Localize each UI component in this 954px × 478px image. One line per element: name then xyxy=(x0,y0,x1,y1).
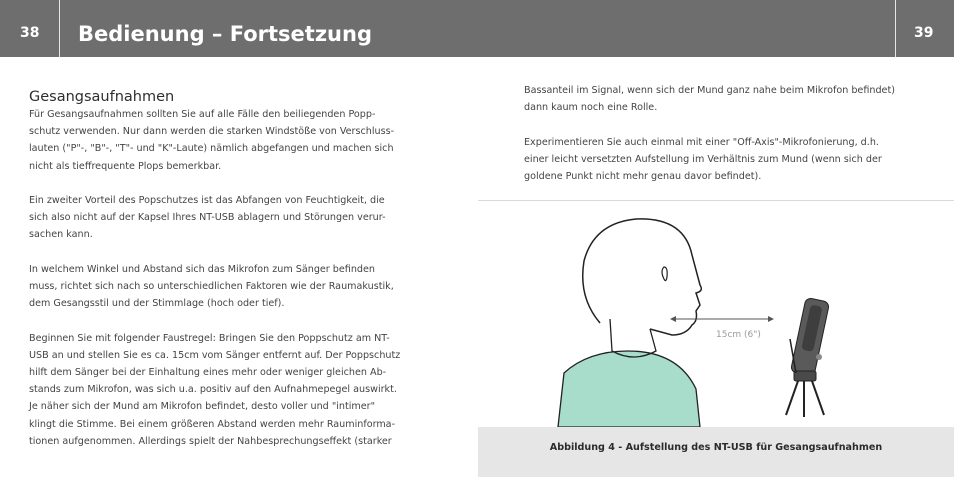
paragraph: Für Gesangsaufnahmen sollten Sie auf alle Fälle den beiliegenden Popp- schutz verwenden. Nur dann werden die starken Windstöße von Verschluss- lauten ("P"-, "B"-, "T"- und "K"-Laute) nämlich abgefangen und machen sich nicht als tieffrequente Plops bemerkbar. xyxy=(29,109,395,172)
right-column xyxy=(524,82,944,185)
arrow-head-right xyxy=(768,316,774,322)
page-number-left: 38 xyxy=(20,25,40,41)
microphone-icon xyxy=(786,297,830,417)
page-title: Bedienung – Fortsetzung xyxy=(78,22,372,46)
header-divider-right xyxy=(895,0,896,57)
header-divider-left xyxy=(59,0,60,57)
arrow-head-left xyxy=(670,316,676,322)
head-outline xyxy=(583,219,702,335)
page-header xyxy=(0,0,954,57)
paragraph: Ein zweiter Vorteil des Popschutzes ist das Abfangen von Feuchtigkeit, die sich also nicht auf der Kapsel Ihres NT-USB ablagern und Störungen verur- sachen kann. xyxy=(29,195,386,241)
figure-caption: Abbildung 4 - Aufstellung des NT-USB für Gesangsaufnahmen xyxy=(549,442,883,453)
left-column xyxy=(29,106,449,450)
paragraph: In welchem Winkel und Abstand sich das Mikrofon zum Sänger befinden muss, richtet sich nach so unterschiedlichen Faktoren wie der Raumakustik, dem Gesangsstil und der Stimmlage (hoch oder tief). xyxy=(29,263,394,310)
ear-shape xyxy=(662,267,667,281)
figure-caption-bar xyxy=(478,427,954,477)
paragraph: Beginnen Sie mit folgender Faustregel: Bringen Sie den Poppschutz am NT- USB an und stellen Sie es ca. 15cm vom Sänger entfernt auf. Der Poppschutz hilft dem Sänger bei der Einhaltung eines mehr oder weniger gleichen Ab- stands zum Mikrofon, was sich u.a. positiv auf den Aufnahmepegel auswirkt. Je näher sich der Mund am Mikrofon befindet, desto voller und "intimer" klingt die Stimme. Bei einem größeren Abstand werden mehr Rauminforma- tionen aufgenommen. Allerdings spielt der Nahbesprechungseffekt (starker xyxy=(29,332,401,447)
paragraph: Experimentieren Sie auch einmal mit einer "Off-Axis"-Mikrofonierung, d.h. einer leicht versetzten Aufstellung im Verhältnis zum Mund (wenn sich der goldene Punkt nicht mehr genau davor befindet). xyxy=(524,136,882,182)
setup-illustration xyxy=(478,201,954,427)
section-heading: Gesangsaufnahmen xyxy=(29,89,175,105)
page-number-right: 39 xyxy=(914,25,934,41)
distance-label: 15cm (6") xyxy=(716,330,761,340)
paragraph: Bassanteil im Signal, wenn sich der Mund ganz nahe beim Mikrofon befindet) dann kaum noch eine Rolle. xyxy=(524,85,895,114)
shirt-shape xyxy=(558,351,700,427)
